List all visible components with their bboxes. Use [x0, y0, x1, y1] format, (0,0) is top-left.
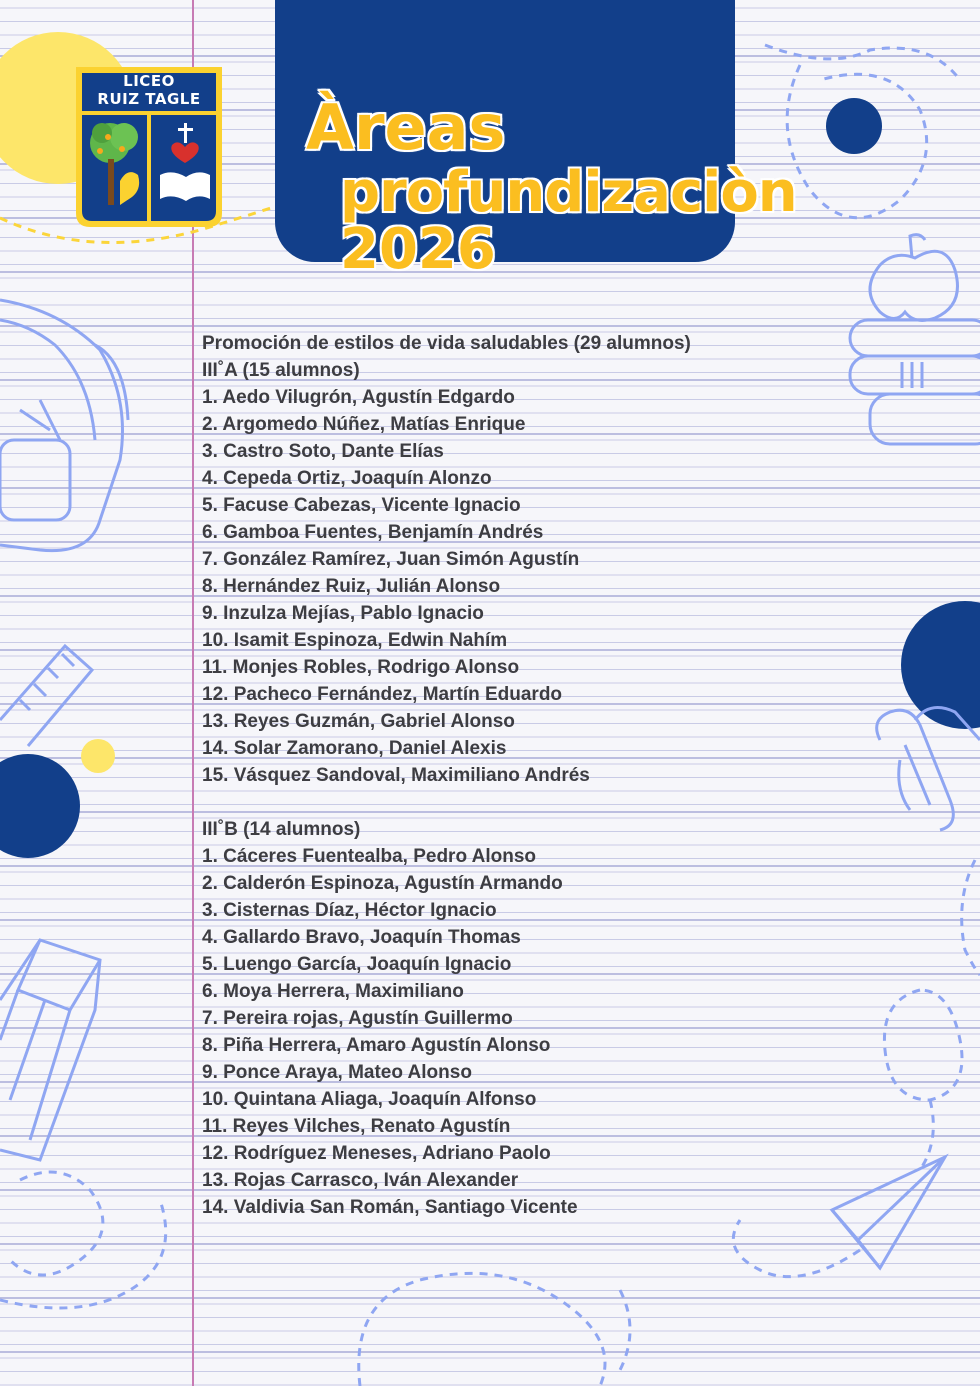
group-spacer [202, 789, 922, 816]
backpack-doodle [0, 300, 128, 551]
list-item: 14. Valdivia San Román, Santiago Vicente [202, 1197, 578, 1218]
list-item: 2. Argomedo Núñez, Matías Enrique [202, 414, 526, 435]
list-item: 13. Rojas Carrasco, Iván Alexander [202, 1170, 519, 1191]
dashed-loop-bottom-left [10, 1172, 103, 1275]
dashed-plane-trail [733, 1220, 860, 1277]
list-item: 11. Monjes Robles, Rodrigo Alonso [202, 657, 520, 678]
list-item: 12. Pacheco Fernández, Martín Eduardo [202, 684, 563, 705]
school-crest [72, 63, 226, 235]
crest-line-1: LICEO [123, 72, 175, 90]
list-item: 7. González Ramírez, Juan Simón Agustín [202, 549, 580, 570]
list-item: 10. Quintana Aliaga, Joaquín Alfonso [202, 1089, 537, 1110]
list-item: 8. Hernández Ruiz, Julián Alonso [202, 576, 501, 597]
student-list [202, 330, 922, 1221]
list-item: 3. Cisternas Díaz, Héctor Ignacio [202, 900, 497, 921]
list-item: 4. Cepeda Ortiz, Joaquín Alonzo [202, 468, 492, 489]
dashed-line-right [962, 860, 980, 975]
list-item: 2. Calderón Espinoza, Agustín Armando [202, 873, 563, 894]
list-item: 5. Facuse Cabezas, Vicente Ignacio [202, 495, 521, 516]
group-a [202, 357, 922, 789]
dashed-line-bottom [620, 1290, 630, 1370]
area-heading: Promoción de estilos de vida saludables (29 alumnos) [202, 333, 691, 354]
ruler-doodle [0, 646, 92, 746]
crest-line-2: RUIZ TAGLE [97, 90, 201, 108]
list-item: 6. Gamboa Fuentes, Benjamín Andrés [202, 522, 544, 543]
group-label: III˚B (14 alumnos) [202, 819, 361, 840]
list-item: 7. Pereira rojas, Agustín Guillermo [202, 1008, 513, 1029]
list-item: 11. Reyes Vilches, Renato Agustín [202, 1116, 511, 1137]
list-item: 13. Reyes Guzmán, Gabriel Alonso [202, 711, 515, 732]
list-item: 5. Luengo García, Joaquín Ignacio [202, 954, 512, 975]
list-item: 15. Vásquez Sandoval, Maximiliano Andrés [202, 765, 590, 786]
navy-dot-decoration [826, 98, 882, 154]
navy-circle-left-decoration [0, 754, 80, 858]
group-b [202, 816, 922, 1221]
dashed-line-bottom-left [0, 1200, 166, 1308]
title-line-3: 2026 [340, 217, 496, 282]
list-item: 12. Rodríguez Meneses, Adriano Paolo [202, 1143, 551, 1164]
list-item: 1. Cáceres Fuentealba, Pedro Alonso [202, 846, 537, 867]
dashed-line-decoration [765, 45, 960, 80]
title-line-2: profundizaciòn [340, 160, 797, 225]
list-item: 4. Gallardo Bravo, Joaquín Thomas [202, 927, 521, 948]
pencil-doodle [0, 940, 100, 1160]
list-item: 8. Piña Herrera, Amaro Agustín Alonso [202, 1035, 551, 1056]
dashed-tail-right [920, 1100, 933, 1170]
list-item: 9. Ponce Araya, Mateo Alonso [202, 1062, 472, 1083]
list-item: 10. Isamit Espinoza, Edwin Nahím [202, 630, 508, 651]
dashed-loop-bottom [359, 1273, 605, 1386]
list-item: 1. Aedo Vilugrón, Agustín Edgardo [202, 387, 515, 408]
group-label: III˚A (15 alumnos) [202, 360, 360, 381]
small-yellow-dot-decoration [81, 739, 115, 773]
list-item: 14. Solar Zamorano, Daniel Alexis [202, 738, 507, 759]
list-item: 6. Moya Herrera, Maximiliano [202, 981, 464, 1002]
title-line-1: Àreas [306, 91, 506, 164]
list-item: 3. Castro Soto, Dante Elías [202, 441, 444, 462]
list-item: 9. Inzulza Mejías, Pablo Ignacio [202, 603, 484, 624]
